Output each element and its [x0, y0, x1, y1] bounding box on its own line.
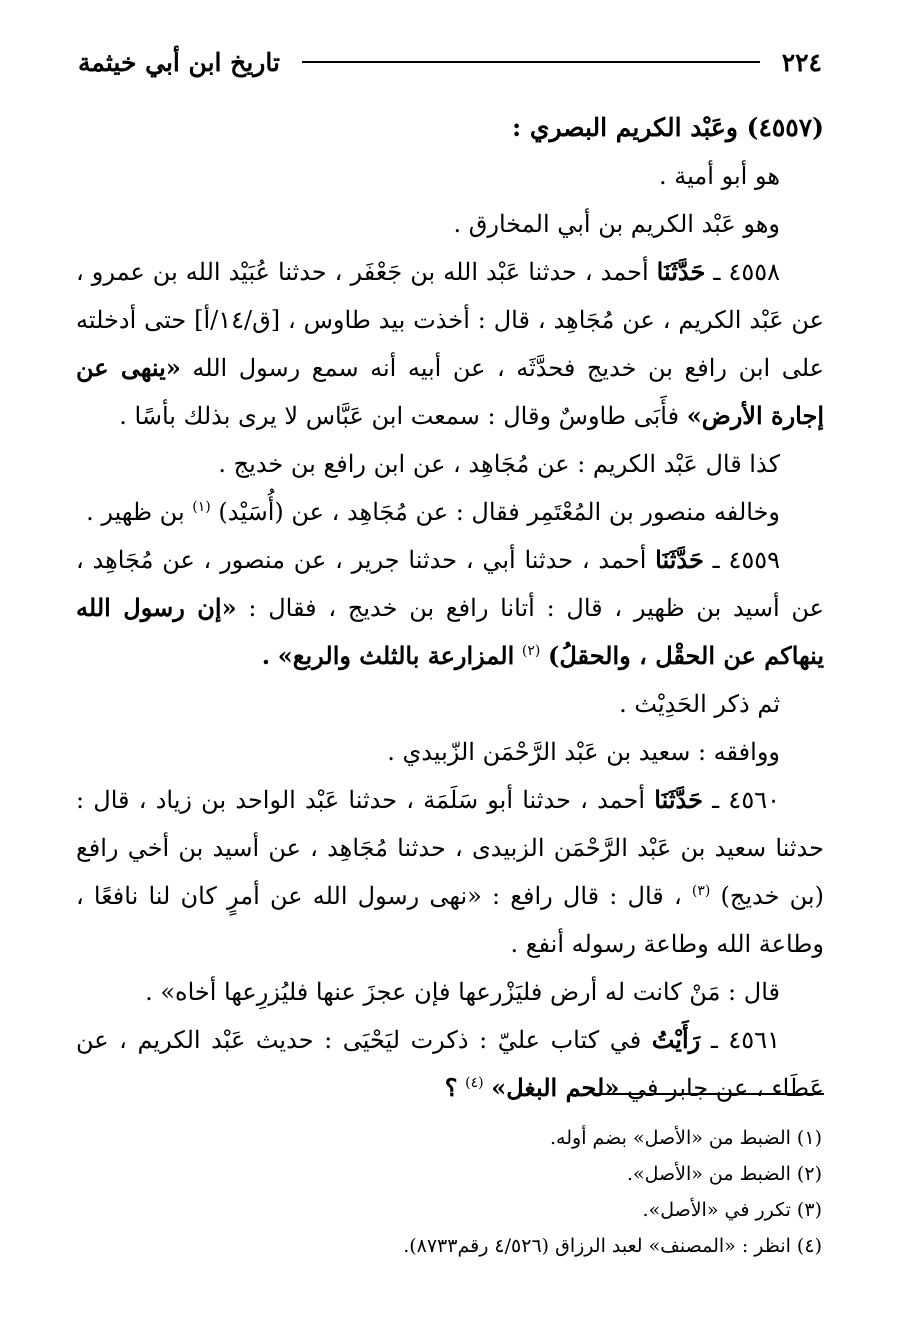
hadith-end: . — [261, 641, 271, 670]
footnote-1: (١) الضبط من «الأصل» بضم أوله. — [550, 1127, 822, 1149]
footnote-ref[interactable]: (٢) — [521, 643, 541, 659]
hadith-4559 — [76, 536, 824, 680]
footnote-divider — [594, 1093, 824, 1095]
footnote-4: (٤) انظر : «المصنف» لعبد الرزاق (٤/٥٢٦ رقم٨٧٣٣). — [403, 1235, 822, 1257]
hadith-text: في كتاب عليّ : ذكرت ليَحْيَى : حديث عَبْد الكريم ، عن عَطَاء ، عن جابر في — [76, 1026, 824, 1102]
hadith-number: ٤٥٥٩ ـ — [712, 546, 780, 574]
page-header — [78, 40, 822, 84]
paragraph: ثم ذكر الحَدِيْث . — [619, 690, 780, 718]
hadith-text: أحمد ، حدثنا أبي ، حدثنا جرير ، عن منصور ، عن مُجَاهِد ، عن أسيد بن ظهير ، قال : أتانا رافع بن خديج ، فقال : — [76, 546, 824, 622]
footnote-ref[interactable]: (٤) — [465, 1075, 484, 1091]
narration-verb: رَأَيْتُ — [651, 1025, 701, 1054]
paragraph — [76, 488, 824, 536]
running-title: تاريخ ابن أبي خيثمة — [78, 47, 280, 77]
hadith-quote: «ينهى عن إجارة الأرض» — [76, 353, 824, 430]
footnote-ref[interactable]: (١) — [192, 499, 211, 515]
footnote-3: (٣) تكرر في «الأصل». — [642, 1199, 822, 1221]
hadith-quote: «إن رسول الله ينهاكم عن الحقْل ، والحقلُ) — [76, 593, 824, 670]
footnote-ref[interactable]: (٣) — [691, 883, 711, 899]
paragraph-text: وخالفه منصور بن المُعْتَمِر فقال : عن مُجَاهِد ، عن (أُسَيْد) — [218, 498, 780, 526]
page-number: ٢٢٤ — [781, 47, 822, 77]
hadith-text: أحمد ، حدثنا أبو سَلَمَة ، حدثنا عَبْد الواحد بن زياد ، قال : حدثنا سعيد بن عَبْد الرَّحْمَن الزبيدى ، حدثنا مُجَاهِد ، عن أسيد بن أخي رافع (بن خديج) — [76, 786, 824, 910]
paragraph: قال : مَنْ كانت له أرض فليَزْرعها فإن عجزَ عنها فليُزرِعها أخاه» . — [145, 978, 780, 1006]
hadith-4561 — [76, 1016, 824, 1112]
hadith-number: ٤٥٦١ ـ — [710, 1026, 780, 1054]
header-rule — [302, 61, 760, 63]
footnotes — [80, 1120, 822, 1264]
narration-verb: حَدَّثَنَا — [656, 257, 706, 286]
hadith-number: ٤٥٥٨ ـ — [713, 258, 780, 286]
hadith-quote: «لحم البغل» — [491, 1073, 620, 1102]
hadith-text: فأَبَى طاوسٌ وقال : سمعت ابن عَبَّاس لا يرى بذلك بأسًا . — [119, 402, 680, 430]
hadith-text: أحمد ، حدثنا عَبْد الله بن جَعْفَر ، حدثنا عُبَيْد الله بن عمرو ، عن عَبْد الكريم ، عن مُجَاهِد ، قال : أخذت بيد طاوس ، [ق/١٤/أ] حتى أدخلته على ابن رافع بن خديج فحدَّثَه ، عن أبيه أنه سمع رسول الله — [76, 258, 824, 382]
hadith-4558 — [76, 248, 824, 440]
hadith-text: ، قال : قال رافع : «نهى رسول الله عن أمرٍ كان لنا نافعًا ، وطاعة الله وطاعة رسوله أنفع . — [76, 882, 824, 958]
hadith-end: ؟ — [444, 1073, 458, 1102]
paragraph: ووافقه : سعيد بن عَبْد الرَّحْمَن الزّبيدي . — [387, 738, 780, 766]
hadith-4560 — [76, 776, 824, 968]
paragraph: وهو عَبْد الكريم بن أبي المخارق . — [453, 210, 780, 238]
entry-heading: (٤٥٥٧) وعَبْد الكريم البصري : — [512, 113, 824, 142]
hadith-number: ٤٥٦٠ ـ — [712, 786, 780, 814]
paragraph: هو أبو أمية . — [659, 162, 780, 190]
main-text — [76, 104, 824, 1112]
narration-verb: حَدَّثَنَا — [654, 785, 703, 814]
narration-verb: حَدَّثَنَا — [655, 545, 704, 574]
paragraph: كذا قال عَبْد الكريم : عن مُجَاهِد ، عن ابن رافع بن خديج . — [218, 450, 780, 478]
hadith-quote: المزارعة بالثلث والربع» — [277, 641, 515, 670]
paragraph-text: بن ظهير . — [86, 498, 185, 526]
footnote-2: (٢) الضبط من «الأصل». — [626, 1163, 822, 1185]
